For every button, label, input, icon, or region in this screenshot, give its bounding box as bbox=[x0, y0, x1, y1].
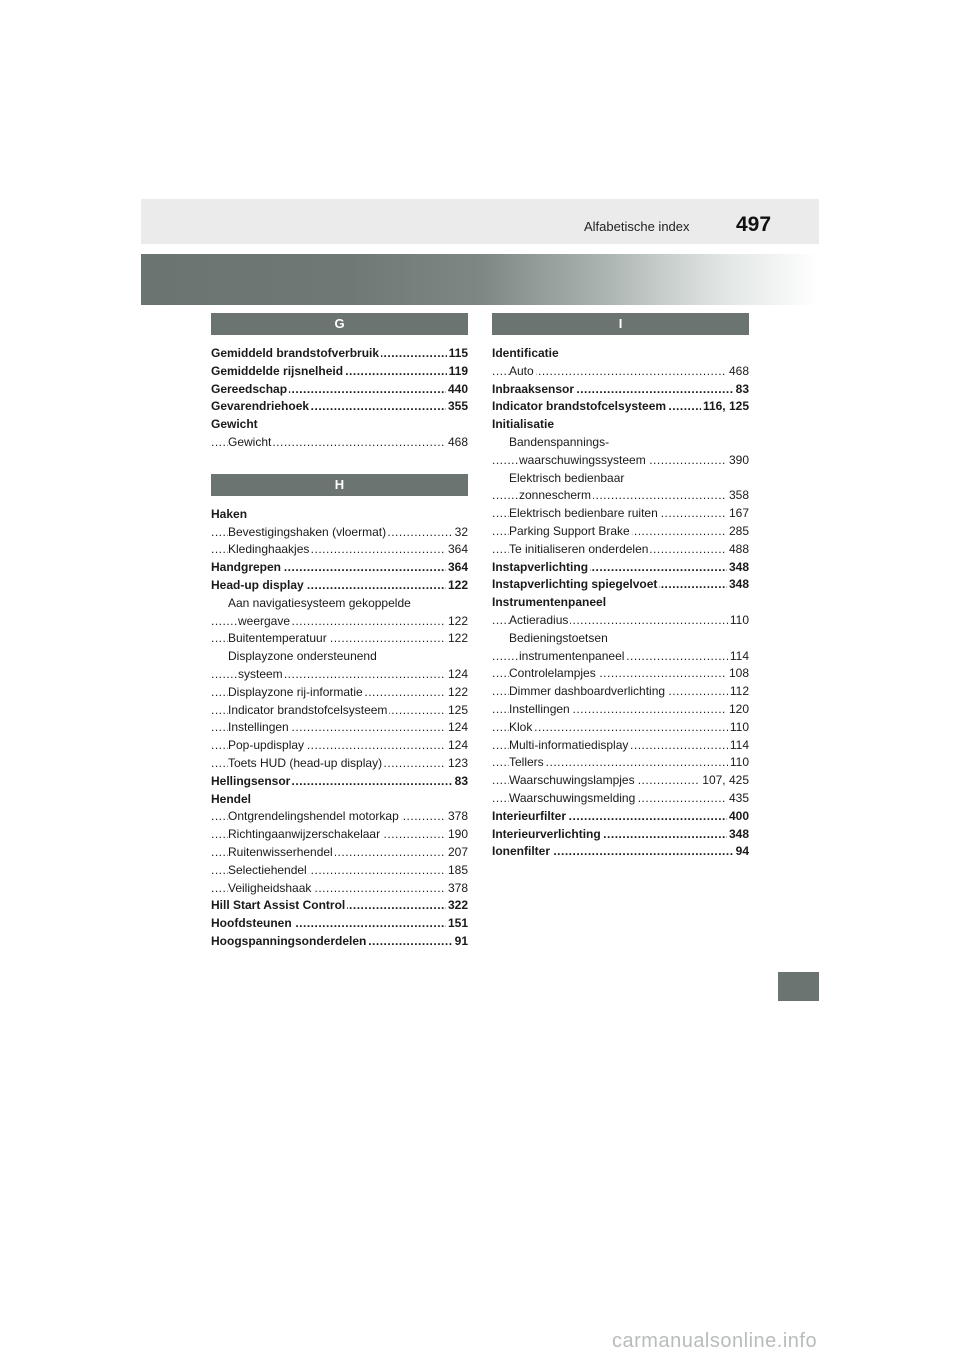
index-entry[interactable]: ..... Hill Start Assist Control 322 bbox=[211, 897, 468, 915]
index-subentry[interactable]: ..... waarschuwingssysteem 390 bbox=[492, 452, 749, 470]
section-i-entries bbox=[492, 345, 749, 861]
page-header-title: Alfabetische index bbox=[584, 219, 690, 234]
section-h-entries bbox=[211, 506, 468, 951]
index-column-right bbox=[492, 313, 749, 861]
index-column-left bbox=[211, 313, 468, 951]
index-subentry[interactable]: ..... instrumentenpaneel 114 bbox=[492, 648, 749, 666]
decorative-band bbox=[141, 254, 819, 305]
index-entry[interactable]: ..... Gemiddeld brandstofverbruik 115 bbox=[211, 345, 468, 363]
section-header-h: H bbox=[211, 474, 468, 496]
watermark: carmanualsonline.info bbox=[612, 1330, 818, 1352]
index-entry-heading: Haken bbox=[211, 506, 248, 521]
index-entry[interactable]: ..... Handgrepen 364 bbox=[211, 559, 468, 577]
index-subentry[interactable]: ..... Instellingen 124 bbox=[211, 719, 468, 737]
index-subentry: Elektrisch bedienbaar bbox=[509, 470, 625, 485]
index-subentry[interactable]: ..... Klok 110 bbox=[492, 719, 749, 737]
page-number: 497 bbox=[736, 213, 772, 236]
index-entry[interactable]: ..... Ionenfilter 94 bbox=[492, 843, 749, 861]
index-subentry[interactable]: ..... Toets HUD (head-up display) 123 bbox=[211, 755, 468, 773]
index-entry[interactable]: ..... Hoogspanningsonderdelen 91 bbox=[211, 933, 468, 951]
section-header-i: I bbox=[492, 313, 749, 335]
index-subentry[interactable]: ..... Indicator brandstofcelsysteem 125 bbox=[211, 702, 468, 720]
index-subentry[interactable]: ..... Parking Support Brake 285 bbox=[492, 523, 749, 541]
index-subentry[interactable]: ..... Displayzone rij-informatie 122 bbox=[211, 684, 468, 702]
index-subentry[interactable]: ..... Elektrisch bedienbare ruiten 167 bbox=[492, 505, 749, 523]
index-entry[interactable]: ..... Interieurverlichting 348 bbox=[492, 826, 749, 844]
index-subentry[interactable]: ..... systeem 124 bbox=[211, 666, 468, 684]
index-subentry[interactable]: ..... Multi-informatiedisplay 114 bbox=[492, 737, 749, 755]
index-subentry: Displayzone ondersteunend bbox=[228, 649, 377, 664]
index-subentry[interactable]: ..... Kledinghaakjes 364 bbox=[211, 541, 468, 559]
index-subentry[interactable]: ..... Instellingen 120 bbox=[492, 701, 749, 719]
index-entry-heading: Initialisatie bbox=[492, 417, 555, 432]
index-subentry[interactable]: ..... Tellers 110 bbox=[492, 754, 749, 772]
index-entry-heading: Hendel bbox=[211, 791, 252, 806]
index-subentry[interactable]: ..... Selectiehendel 185 bbox=[211, 862, 468, 880]
index-entry-heading: Instrumentenpaneel bbox=[492, 595, 607, 610]
chapter-tab bbox=[778, 972, 819, 1001]
index-subentry[interactable]: ..... Dimmer dashboardverlichting 112 bbox=[492, 683, 749, 701]
index-subentry[interactable]: ..... Te initialiseren onderdelen 488 bbox=[492, 541, 749, 559]
index-entry-heading: Gewicht bbox=[211, 417, 258, 432]
index-subentry[interactable]: ..... Richtingaanwijzerschakelaar 190 bbox=[211, 826, 468, 844]
index-entry-heading: Identificatie bbox=[492, 346, 559, 360]
index-entry[interactable]: ..... Instapverlichting 348 bbox=[492, 559, 749, 577]
index-subentry[interactable]: ..... zonnescherm 358 bbox=[492, 487, 749, 505]
index-subentry[interactable]: ..... Buitentemperatuur 122 bbox=[211, 630, 468, 648]
index-subentry[interactable]: ..... Actieradius 110 bbox=[492, 612, 749, 630]
index-entry[interactable]: ..... Indicator brandstofcelsysteem 116, 125 bbox=[492, 398, 749, 416]
page-header-bar bbox=[141, 199, 819, 244]
index-subentry[interactable]: ..... Bevestigingshaken (vloermat) 32 bbox=[211, 524, 468, 542]
index-subentry[interactable]: ..... Ontgrendelingshendel motorkap 378 bbox=[211, 808, 468, 826]
index-subentry[interactable]: ..... Waarschuwingsmelding 435 bbox=[492, 790, 749, 808]
section-header-g: G bbox=[211, 313, 468, 335]
index-entry[interactable]: ..... Head-up display 122 bbox=[211, 577, 468, 595]
index-subentry[interactable]: ..... Ruitenwisserhendel 207 bbox=[211, 844, 468, 862]
index-entry[interactable]: ..... Gemiddelde rijsnelheid 119 bbox=[211, 363, 468, 381]
index-subentry[interactable]: ..... weergave 122 bbox=[211, 613, 468, 631]
index-entry[interactable]: ..... Instapverlichting spiegelvoet 348 bbox=[492, 576, 749, 594]
index-entry[interactable]: ..... Inbraaksensor 83 bbox=[492, 381, 749, 399]
section-g-entries bbox=[211, 345, 468, 452]
index-subentry: Bedieningstoetsen bbox=[509, 630, 608, 645]
index-subentry[interactable]: ..... Pop-updisplay 124 bbox=[211, 737, 468, 755]
index-entry[interactable]: ..... Hellingsensor 83 bbox=[211, 773, 468, 791]
index-subentry: Aan navigatiesysteem gekoppelde bbox=[228, 595, 411, 610]
index-subentry[interactable]: ..... Waarschuwingslampjes 107, 425 bbox=[492, 772, 749, 790]
index-entry[interactable]: ..... Gereedschap 440 bbox=[211, 381, 468, 399]
index-entry[interactable]: ..... Gevarendriehoek 355 bbox=[211, 398, 468, 416]
index-entry[interactable]: ..... Hoofdsteunen 151 bbox=[211, 915, 468, 933]
index-subentry: Bandenspannings- bbox=[509, 434, 610, 449]
index-subentry[interactable]: ..... Auto 468 bbox=[492, 363, 749, 381]
index-subentry[interactable]: ..... Controlelampjes 108 bbox=[492, 665, 749, 683]
index-subentry[interactable]: ..... Veiligheidshaak 378 bbox=[211, 880, 468, 898]
index-subentry[interactable]: ..... Gewicht 468 bbox=[211, 434, 468, 452]
index-entry[interactable]: ..... Interieurfilter 400 bbox=[492, 808, 749, 826]
